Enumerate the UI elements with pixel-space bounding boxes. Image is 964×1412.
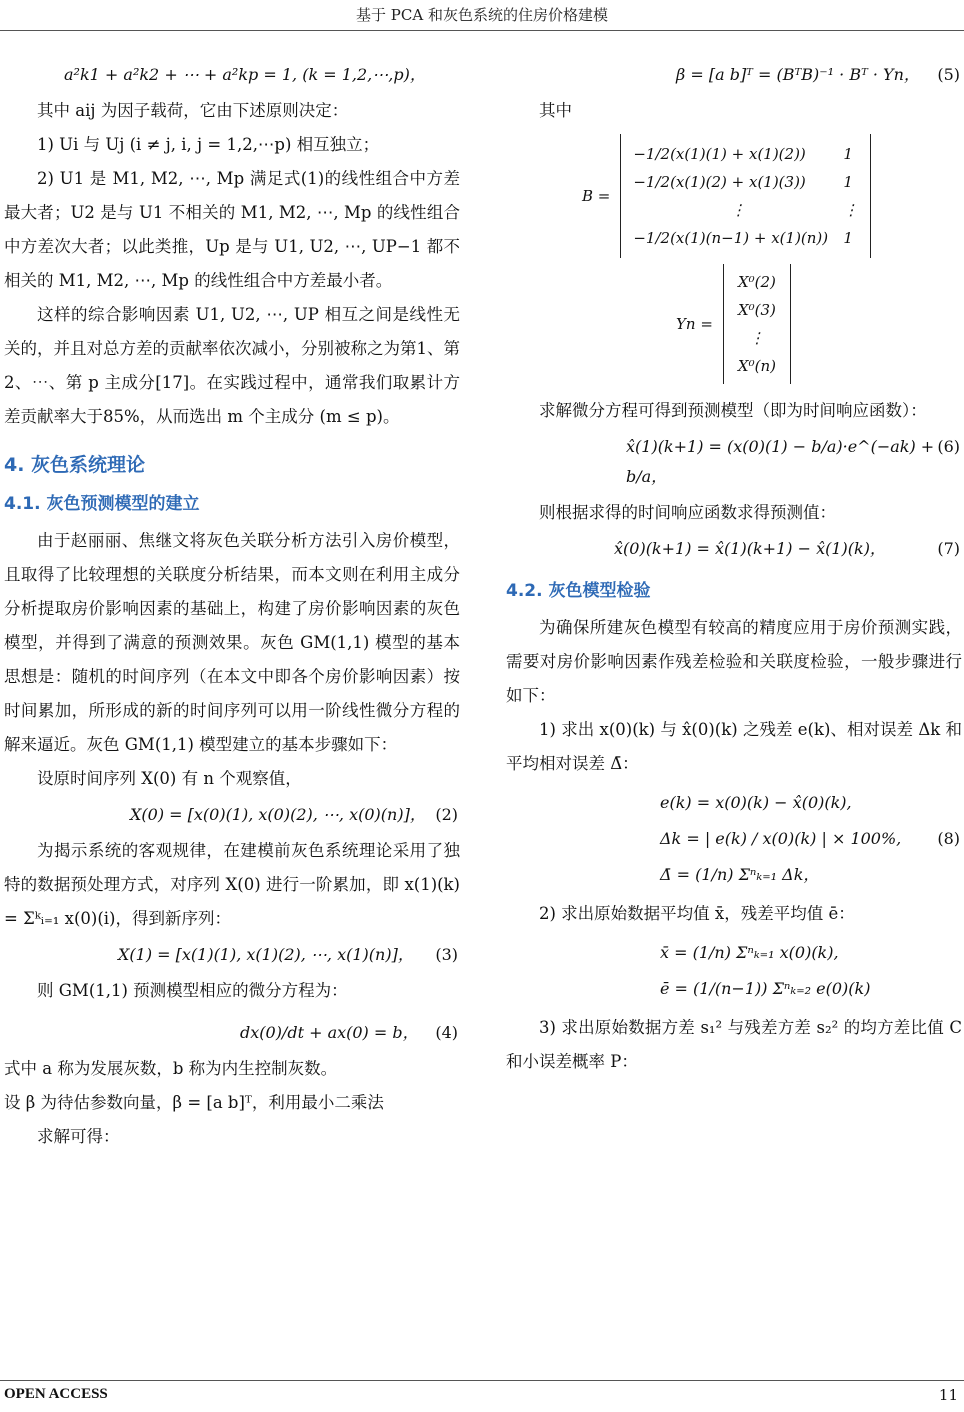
equation-9: x̄ = (1/n) Σⁿₖ₌₁ x(0)(k), ē = (1/(n−1)) Σⁿₖ₌₂ e(0)(k) [660,943,871,998]
matrix-row: −1/2(x(1)(n−1) + x(1)(n)) 1 [633,229,853,247]
paragraph: 1) Ui 与 Uj (i ≠ j, i, j = 1,2,⋯p) 相互独立； [37,135,380,154]
running-header: 基于 PCA 和灰色系统的住房价格建模 [356,6,608,24]
paragraph: 由于赵丽丽、焦继文将灰色关联分析方法引入房价模型，且取得了比较理想的关联度分析结果，而本文则在利用主成分分析提取房价影响因素的基础上，构建了房价影响因素的灰色模型，并得到了满意的预测效果。灰色 GM(1,1) 模型的基本思想是：随机的时间序列（在本文中即各个房价影响因素）按时间累加，所形成的新的时间序列可以用一阶线性微分方程的解来逼近。灰色 GM(1,1) 模型建立的基本步骤如下： [4,531,460,754]
header-rule [0,30,964,31]
paragraph: 则 GM(1,1) 预测模型相应的微分方程为： [37,981,348,1000]
paragraph: 设 β 为待估参数向量，β = [a b]ᵀ，利用最小二乘法 [4,1093,384,1112]
equation-7: x̂(0)(k+1) = x̂(1)(k+1) − x̂(1)(k)， (7) [506,534,962,564]
equation-number: (5) [937,65,960,84]
paragraph: 为揭示系统的客观规律，在建模前灰色系统理论采用了独特的数据预处理方式，对序列 X(0) 进行一阶累加，即 x(1)(k) = Σᵏᵢ₌₁ x(0)(i)，得到新序列： [4,841,460,928]
subsection-heading: 4.1. 灰色预测模型的建立 [4,494,200,514]
paragraph: 其中 aij 为因子载荷，它由下述原则决定： [37,101,349,120]
paragraph: 则根据求得的时间响应函数求得预测值： [539,503,836,522]
equation-3: X(1) = [x(1)(1), x(1)(2), ⋯, x(1)(n)]， (3) [4,940,460,970]
paragraph: 1) 求出 x(0)(k) 与 x̂(0)(k) 之残差 e(k)、相对误差 Δk 和平均相对误差 Δ̄： [506,720,962,773]
paragraph: 其中 [539,101,572,120]
paragraph: 2) 求出原始数据平均值 x̄，残差平均值 ē： [539,904,855,923]
matrix-B: B = −1/2(x(1)(1) + x(1)(2)) 1 −1/2(x(1)(2) + x(1)(3)) 1 ⋮ ⋮ −1/2(x(1)(n−1) + x(1)(n)) 1 [582,134,962,258]
paragraph: 式中 a 称为发展灰数，b 称为内生控制灰数。 [4,1059,338,1078]
equation-2: X(0) = [x(0)(1), x(0)(2), ⋯, x(0)(n)]， (2) [4,800,460,830]
equation-5: β = [a b]ᵀ = (BᵀB)⁻¹ · Bᵀ · Yn， (5) [506,60,962,90]
equation-4: dx(0)/dt + ax(0) = b， (4) [4,1018,460,1048]
paragraph: 2) U1 是 M1, M2, ⋯, Mp 满足式(1)的线性组合中方差最大者；U2 是与 U1 不相关的 M1, M2, ⋯, Mp 的线性组合中方差次大者；以此类推，Up 是与 U1, U2, ⋯, UP−1 都不相关的 M1, M2, ⋯, Mp 的线性组合中方差最小者。 [4,169,460,290]
open-access-label: OPEN ACCESS [4,1386,108,1402]
equation-loading-constraint: a²k1 + a²k2 + ⋯ + a²kp = 1, (k = 1,2,⋯,p)， [64,65,426,84]
equation-number: (2) [435,805,458,824]
subsection-heading: 4.2. 灰色模型检验 [506,581,651,601]
equation-number: (8) [937,829,960,848]
matrix-row: −1/2(x(1)(1) + x(1)(2)) 1 [633,145,853,163]
footer-rule [0,1380,964,1381]
matrix-Yn: Yn = X⁰(2) X⁰(3) ⋮ X⁰(n) [676,264,962,384]
equation-8: e(k) = x(0)(k) − x̂(0)(k), Δk = | e(k) / x(0)(k) | × 100%, Δ̄ = (1/n) Σⁿₖ₌₁ Δk， (8) [660,793,960,884]
paragraph: 这样的综合影响因素 U1, U2, ⋯, UP 相互之间是线性无关的，并且对总方差的贡献率依次减小，分别被称之为第1、第2、⋯、第 p 主成分[17]。在实践过程中，通常我们取累计方差贡献率大于85%，从而选出 m 个主成分 (m ≤ p)。 [4,305,460,426]
paragraph: 设原时间序列 X(0) 有 n 个观察值， [37,769,302,788]
equation-number: (7) [937,539,960,558]
equation-6: x̂(1)(k+1) = (x(0)(1) − b/a)·e^(−ak) + b/a， (6) [506,432,962,492]
matrix-row: −1/2(x(1)(2) + x(1)(3)) 1 [633,173,853,191]
left-column [4,56,460,1154]
paragraph: 求解可得： [37,1127,120,1146]
equation-number: (3) [435,945,458,964]
equation-number: (6) [937,437,960,456]
matrix-Yn-body: X⁰(2) X⁰(3) ⋮ X⁰(n) [723,264,791,384]
section-heading: 4. 灰色系统理论 [4,454,146,476]
matrix-B-body [620,134,871,258]
paragraph: 为确保所建灰色模型有较高的精度应用于房价预测实践，需要对房价影响因素作残差检验和关联度检验，一般步骤进行如下： [506,618,962,705]
matrix-row: ⋮ ⋮ [730,201,859,219]
paragraph: 3) 求出原始数据方差 s₁² 与残差方差 s₂² 的均方差比值 C 和小误差概率 P： [506,1018,962,1071]
right-column [506,56,962,1079]
equation-number: (4) [435,1023,458,1042]
paragraph: 求解微分方程可得到预测模型（即为时间响应函数）： [539,401,927,420]
page-number: 11 [938,1386,958,1404]
